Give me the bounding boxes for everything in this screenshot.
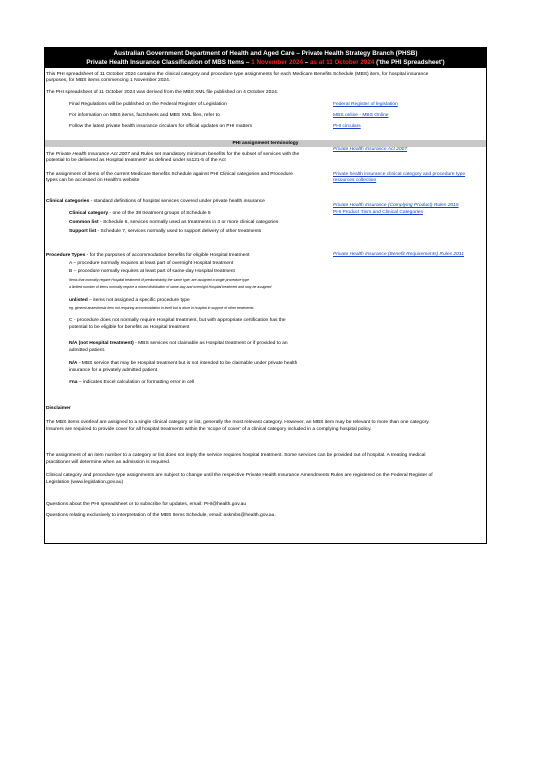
phi-circulars-link[interactable]: PHI circulars [333,124,361,129]
act-line-2: potential to be delivered as Hospital treatment* as defined under ss121-5 of the Act [46,158,226,163]
header-title: Private Health Insurance Classification of MBS Items – [86,59,252,66]
procedure-type-c-2: potential to be eligible for benefits as Hospital treatment [69,325,190,330]
support-list-def [69,229,261,235]
unlisted-def [69,298,190,304]
phi-act-link[interactable]: Private Health Insurance Act 2007 [333,147,408,152]
federal-register-link[interactable]: Federal Register of legislation [333,102,398,107]
support-list-text: - Schedule 7, services normally used to support delivery of other treatments [96,229,262,234]
procedure-title-bold: Procedure Types [46,253,86,258]
disclaimer-p2-a: The assignment of an item number to a category or list does not imply the service requires hospital treatment. Some services can be provided out of hospital. A treating medical [46,453,426,458]
procedure-note-1: Items that normally require Hospital treatment of predominantly the same type, are assigned a single procedure type [69,278,249,282]
na-not-hospital-text: - MBS services not claimable as Hospital treatment or if provided to an [133,341,288,346]
complying-product-rules-link[interactable]: Private Health Insurance (Complying Product) Rules 2015 [333,203,459,208]
benefit-requirements-rules-link[interactable]: Private Health Insurance (Benefit Requirements) Rules 2011 [333,252,464,257]
clinical-category-def [69,211,211,217]
clinical-title-rest: - standard definitions of hospital services covered under private health insurance [89,199,265,204]
procedure-type-c-1: C - procedure does not normally require Hospital treatment, but with appropriate certification has the [69,318,286,323]
hash-na-term: #na [69,380,78,385]
intro-row-2: For information on MBS items, factsheets and MBS XML files, refer to [69,113,220,118]
hash-na-text: – indicates Excel calculation or formatting error in cell [77,380,195,385]
clinical-category-term: Clinical category [69,211,109,216]
resources-collection-link[interactable]: Private health insurance clinical category and procedure type resources collection [333,172,466,183]
common-list-def [69,220,278,226]
procedure-type-b: B – procedure normally requires at least part of same-day Hospital treatment [69,269,235,274]
na-not-hospital-term: N/A (not Hospital treatment) [69,341,134,346]
intro-p1-a: This PHI spreadsheet of 11 October 2024 contains the clinical category and procedure type assignments for each Medicare Benefits Schedule (MBS) item, for hospital insurance [46,72,429,77]
disclaimer-p3-a: Clinical category and procedure type assignments are subject to change until the respective Private Health Insurance Amendments Rules are registered on the Federal Register of [46,473,433,478]
intro-row-3: Follow the latest private health insurance circulars for official updates on PHI matters [69,124,253,129]
intro-p2: The PHI spreadsheet of 11 October 2024 was derived from the MBS XML file published on 4 October 2024. [46,90,279,95]
header-date-1: 1 November 2024 [251,59,303,66]
intro-row-1: Final Regulations will be published on the Federal Register of Legislation [69,102,227,107]
header-suffix: ('the PHI Spreadsheet') [374,59,445,66]
clinical-title [46,199,265,205]
disclaimer-p3-b: Legislation (www.legislation.gov.au) [46,480,124,485]
procedure-type-a: A – procedure normally requires at least part of overnight Hospital treatment [69,261,234,266]
na-service-l2: insurance for a privately admitted patient [69,368,158,373]
na-service-term: N/A [69,361,78,366]
support-list-term: Support list [69,229,97,234]
product-tiers-link[interactable]: PHI Product Tiers and Clinical Categories [333,210,423,215]
procedure-title [46,253,250,259]
disclaimer-p1-a: The MBS items overleaf are assigned to a single clinical category or list, generally the most relevant category. However, an MBS item may be relevant to more than one category. [46,420,430,425]
na-not-hospital [69,341,288,347]
na-not-hospital-l2: admitted patient. [69,348,106,353]
common-list-term: Common list [69,220,99,225]
intro-p1-b: purposes, for MBS items commencing 1 November 2024. [46,78,171,83]
act-pre: The [46,152,56,157]
phi-sheet [44,47,487,544]
hash-na-def [69,380,194,386]
na-service-text: - MBS service that may be Hospital treatment but is not intended to be claimable under private health [77,361,298,366]
disclaimer-p2-b: practitioner will determine when an admission is required. [46,460,171,465]
unlisted-note: eg. general anaesthesia item not requiring accommodation in itself but is done in hospital in support of other treatments [69,306,254,310]
clinical-category-text: - one of the 38 treatment groups of Schedule 5 [108,211,211,216]
contact-askmbs: Questions relating exclusively to interpretation of the MBS Items Schedule, email: askmbs@health.gov.au. [46,513,276,518]
assign-line-1: The assignment of items of the current Medicare Benefits Schedule against PHI Clinical categories and Procedure [46,172,293,177]
terminology-heading: PHI assignment terminology [45,140,486,147]
header-sep: – [303,59,311,66]
sheet-header [45,48,486,68]
procedure-title-rest: - for the purposes of accommodation benefits for eligible Hospital treatment [85,253,250,258]
act-italic: Private Health Insurance Act 2007 [55,152,130,157]
procedure-note-2: a limited number of items normally require a mixed distribution of same-day and overnight Hospital treatment and may be assigned [69,285,272,289]
header-line-2 [45,58,486,67]
header-date-2: as at 11 October 2024 [310,59,375,66]
clinical-title-bold: Clinical categories [46,199,90,204]
assign-line-2: types can be accessed on Health's website [46,178,140,183]
unlisted-term: unlisted [69,298,88,303]
unlisted-text: – items not assigned a specific procedure type [87,298,190,303]
disclaimer-p1-b: Insurers are required to provide cover for all hospital treatments within the 'scope of cover' of a clinical category included in a complying hospital policy. [46,427,372,432]
act-post: and Rules set mandatory minimum benefits for the subset of services with the [129,152,300,157]
header-line-1: Australian Government Department of Health and Aged Care – Private Health Strategy Branch (PHSB) [113,50,418,57]
disclaimer-title: Disclaimer [46,406,71,411]
mbs-online-link[interactable]: MBS online - MBS Online [333,113,389,118]
contact-phi: Questions about the PHI spreadsheet or to subscribe for updates, email: PHI@health.gov.au [46,502,247,507]
na-service [69,361,297,367]
common-list-text: - Schedule 6, services normally used as treatments in 3 or more clinical categories [98,220,279,225]
